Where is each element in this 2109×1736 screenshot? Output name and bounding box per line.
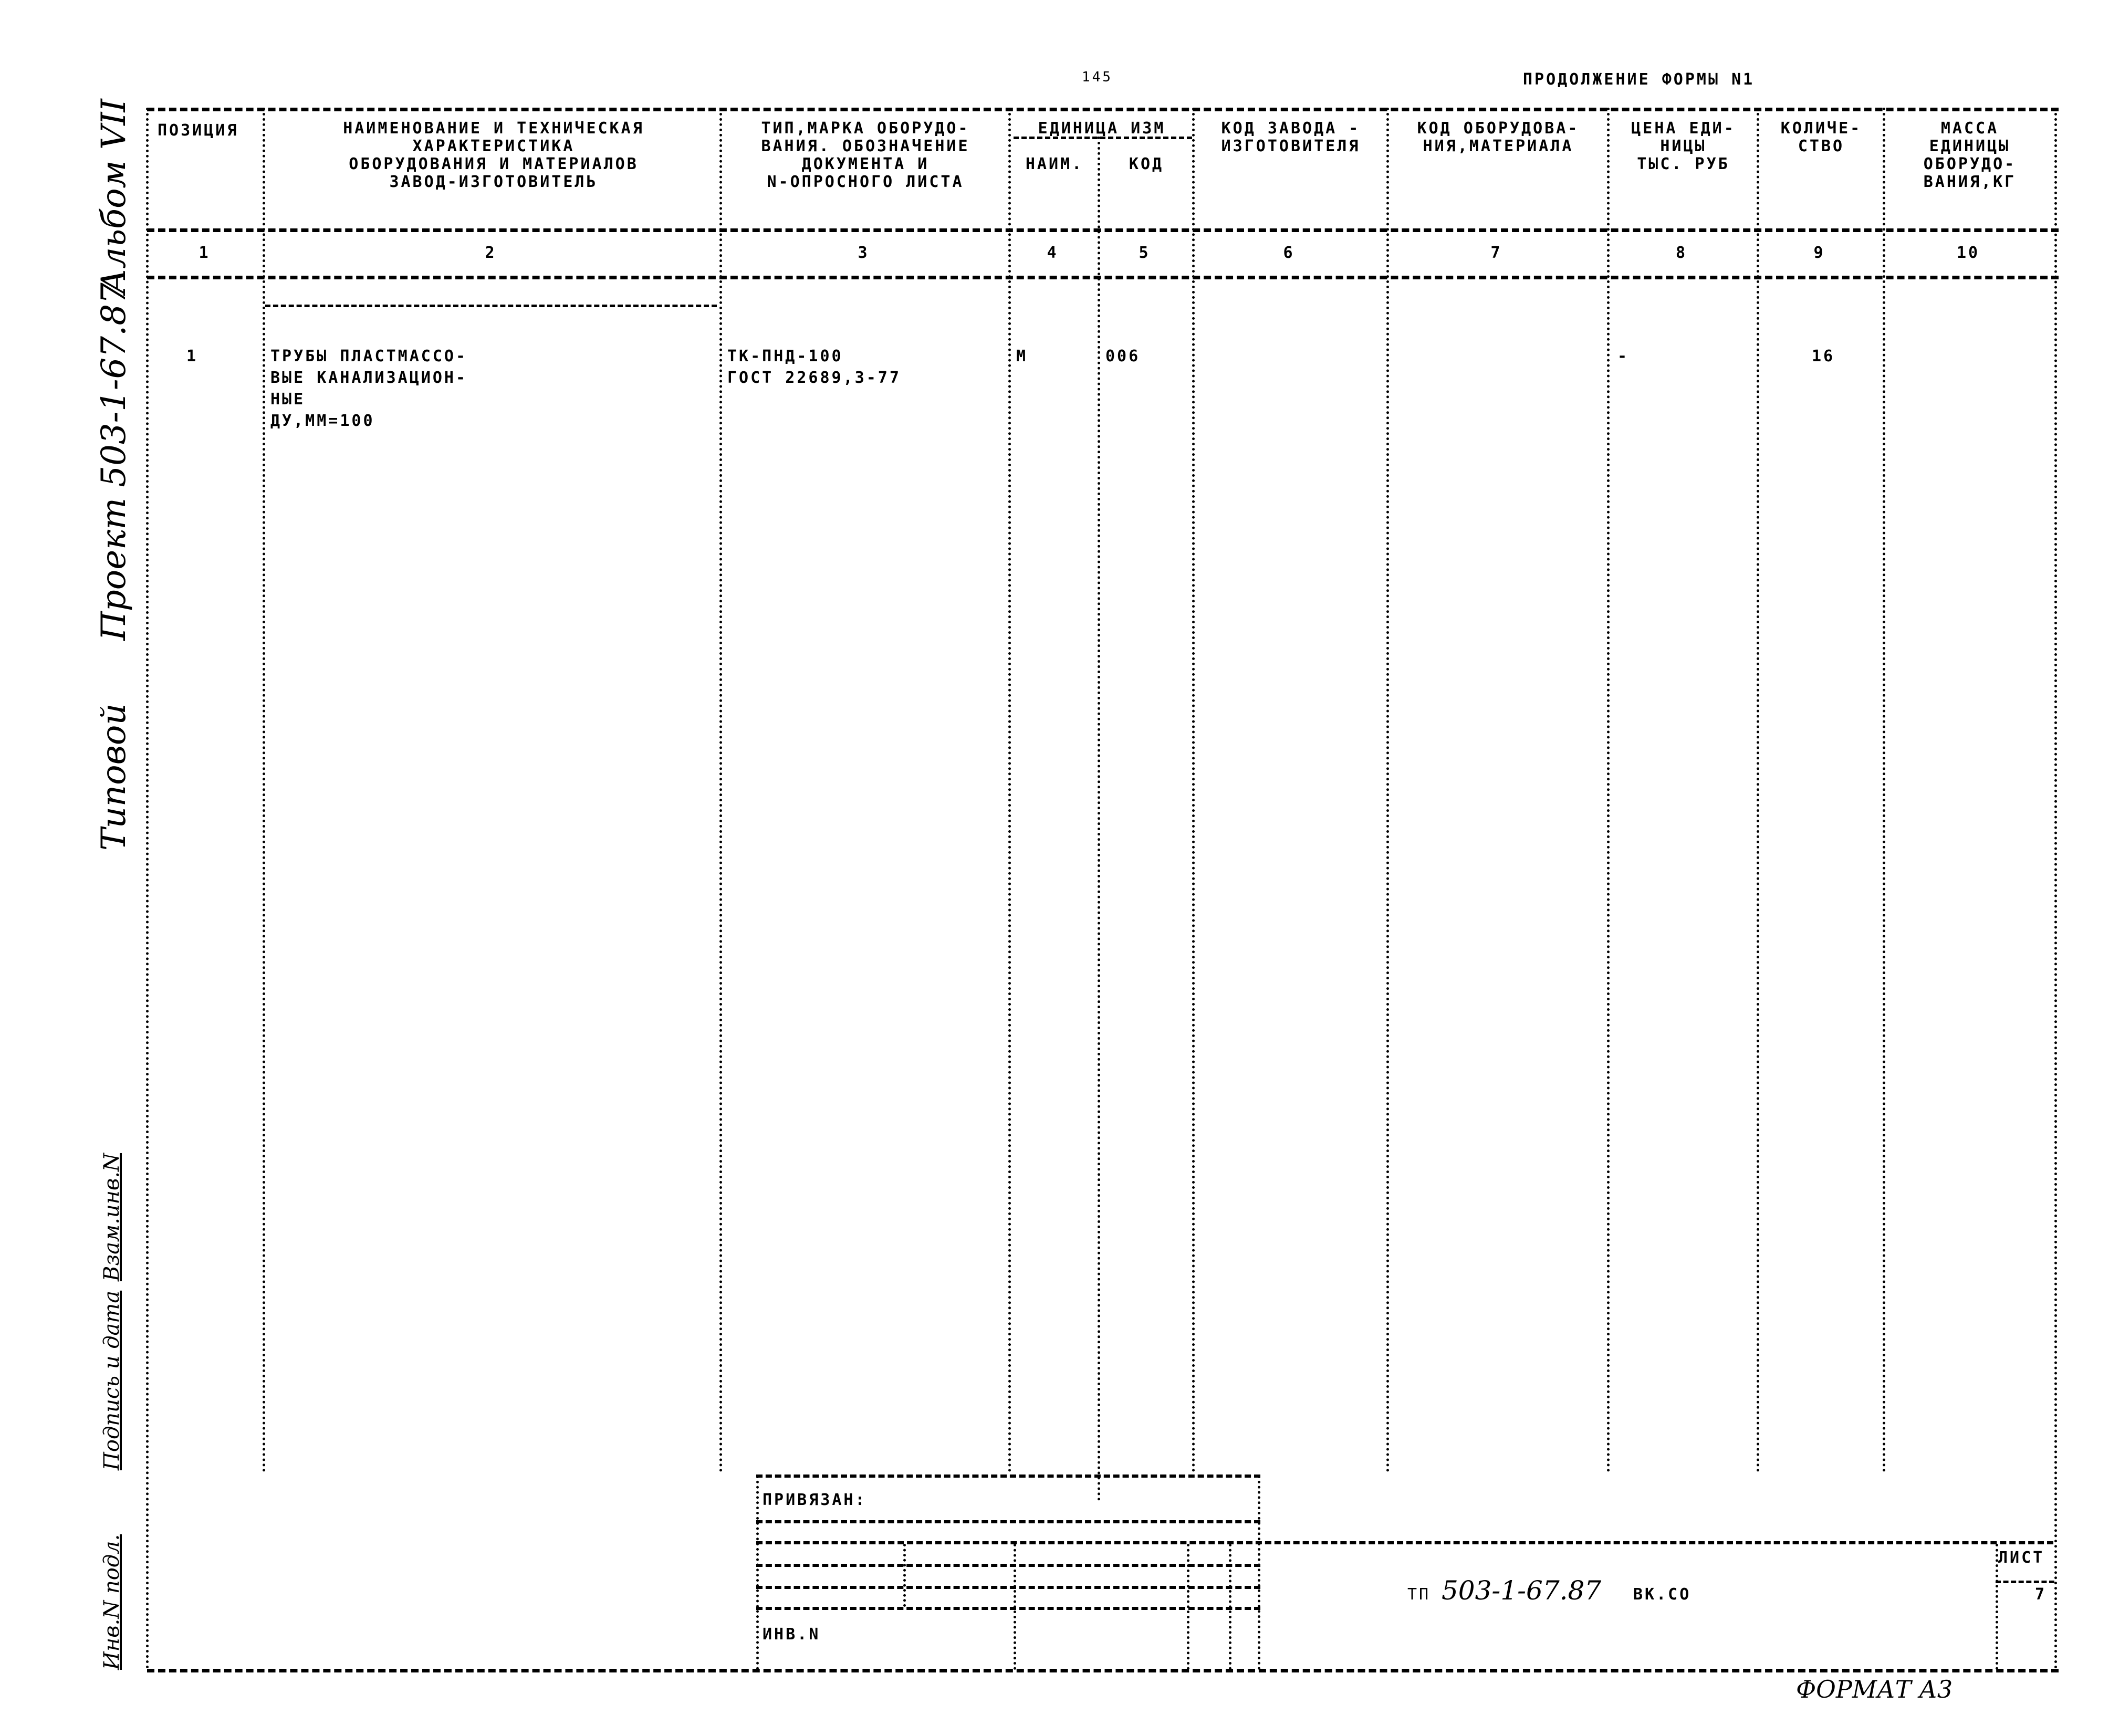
doc-suffix: ВК.СО [1633, 1585, 1692, 1604]
header-type-line3: ДОКУМЕНТА И [801, 155, 930, 173]
sidebar-vzam: Взам.инв.N [100, 1153, 124, 1281]
format-label: ФОРМАТ А3 [1796, 1675, 1953, 1703]
page-number: 145 [1082, 69, 1113, 85]
sidebar-tipovoy: Типовой [95, 703, 133, 851]
sidebar-album: Альбом VII [95, 99, 133, 294]
stamp-top-line [756, 1474, 1260, 1478]
stamp-line-5 [756, 1586, 1260, 1589]
stamp-divider-a [903, 1544, 906, 1607]
sidebar-podpis: Подпись и дата [100, 1290, 124, 1470]
col-divider-5 [1192, 108, 1195, 1473]
header-unit-code: КОД [1129, 155, 1164, 173]
header-mass-line1: МАССА [1940, 119, 1999, 138]
header-quantity-line2: СТВО [1798, 137, 1845, 155]
column-number-10: 10 [1956, 244, 1980, 262]
header-name-line3: ОБОРУДОВАНИЯ И МАТЕРИАЛОВ [349, 155, 639, 173]
sidebar-inv-podl: Инв.N подл. [100, 1534, 124, 1670]
col-divider-1 [263, 108, 265, 1473]
row-type-line2: ГОСТ 22689,3-77 [727, 369, 901, 387]
frame-right-line [2054, 108, 2057, 1670]
header-factory-code-line2: ИЗГОТОВИТЕЛЯ [1221, 137, 1361, 155]
row-quantity: 16 [1812, 347, 1835, 365]
row-name-line2: ВЫЕ КАНАЛИЗАЦИОН- [270, 369, 468, 387]
stamp-line-6 [756, 1607, 1260, 1610]
col-divider-8 [1757, 108, 1759, 1473]
stamp-right-line [1258, 1476, 1260, 1670]
column-number-3: 3 [858, 244, 870, 262]
doc-code: 503-1-67.87 [1442, 1575, 1602, 1606]
header-type-line1: ТИП,МАРКА ОБОРУДО- [761, 119, 970, 138]
column-number-bottom-line [147, 276, 2059, 279]
list-box-divider [1996, 1581, 2054, 1583]
row-unit-name: М [1016, 347, 1028, 365]
column-number-5: 5 [1139, 244, 1151, 262]
list-label: ЛИСТ [1998, 1549, 2045, 1567]
header-bottom-line [147, 228, 2059, 232]
column-number-6: 6 [1283, 244, 1295, 262]
col-divider-7 [1607, 108, 1610, 1473]
row-name-line4: ДУ,ММ=100 [270, 412, 375, 430]
stamp-line-3 [756, 1541, 2053, 1544]
row-price: - [1617, 347, 1630, 365]
header-mass-line4: ВАНИЯ,КГ [1923, 173, 2017, 191]
col-divider-3 [1008, 108, 1011, 1473]
row-name-line3: НЫЕ [270, 390, 306, 409]
header-type-line4: N-ОПРОСНОГО ЛИСТА [767, 173, 964, 191]
frame-top-line [147, 108, 2059, 111]
header-mass-line2: ЕДИНИЦЫ [1929, 137, 2011, 155]
stamp-left-line [756, 1476, 759, 1670]
stamp-divider-d [1229, 1544, 1231, 1670]
sidebar-project: Проект 503-1-67.87 [95, 283, 133, 641]
header-position: ПОЗИЦИЯ [158, 121, 239, 140]
frame-left-line [146, 108, 149, 1670]
header-name-line1: НАИМЕНОВАНИЕ И ТЕХНИЧЕСКАЯ [343, 119, 644, 138]
header-price-line2: НИЦЫ [1660, 137, 1707, 155]
header-factory-code-line1: КОД ЗАВОДА - [1221, 119, 1361, 138]
stamp-divider-c [1187, 1544, 1189, 1670]
column-number-2: 2 [485, 244, 497, 262]
stamp-line-4 [756, 1564, 1260, 1567]
header-equipment-code-line2: НИЯ,МАТЕРИАЛА [1423, 137, 1574, 155]
header-quantity-line1: КОЛИЧЕ- [1780, 119, 1862, 138]
header-name-line2: ХАРАКТЕРИСТИКА [412, 137, 575, 155]
header-price-line3: ТЫС. РУБ [1637, 155, 1730, 173]
row-unit-code: 006 [1105, 347, 1141, 365]
name-column-top-line [265, 305, 717, 307]
header-name-line4: ЗАВОД-ИЗГОТОВИТЕЛЬ [389, 173, 598, 191]
stamp-privyazan: ПРИВЯЗАН: [763, 1491, 867, 1509]
header-mass-line3: ОБОРУДО- [1923, 155, 2017, 173]
stamp-divider-b [1014, 1544, 1016, 1670]
row-type-line1: ТК-ПНД-100 [727, 347, 843, 365]
header-unit-name: НАИМ. [1025, 155, 1084, 173]
col-divider-6 [1386, 108, 1389, 1473]
row-position: 1 [186, 347, 199, 365]
header-price-line1: ЦЕНА ЕДИ- [1631, 119, 1736, 138]
continuation-title: ПРОДОЛЖЕНИЕ ФОРМЫ N1 [1523, 70, 1755, 89]
list-number: 7 [2035, 1585, 2047, 1604]
header-equipment-code-line1: КОД ОБОРУДОВА- [1417, 119, 1580, 138]
col-divider-2 [719, 108, 722, 1473]
column-number-9: 9 [1813, 244, 1825, 262]
col-divider-9 [1883, 108, 1885, 1473]
column-number-7: 7 [1490, 244, 1502, 262]
doc-prefix: ТП [1407, 1585, 1431, 1604]
header-unit-group: ЕДИНИЦА ИЗМ [1038, 119, 1166, 138]
col-divider-4 [1098, 137, 1100, 1502]
stamp-line-2 [756, 1520, 1260, 1523]
column-number-8: 8 [1675, 244, 1688, 262]
column-number-4: 4 [1047, 244, 1059, 262]
column-number-1: 1 [199, 244, 211, 262]
row-name-line1: ТРУБЫ ПЛАСТМАССО- [270, 347, 468, 365]
stamp-inv: ИНВ.N [763, 1625, 821, 1644]
header-type-line2: ВАНИЯ. ОБОЗНАЧЕНИЕ [761, 137, 970, 155]
frame-bottom-line [147, 1669, 2059, 1672]
